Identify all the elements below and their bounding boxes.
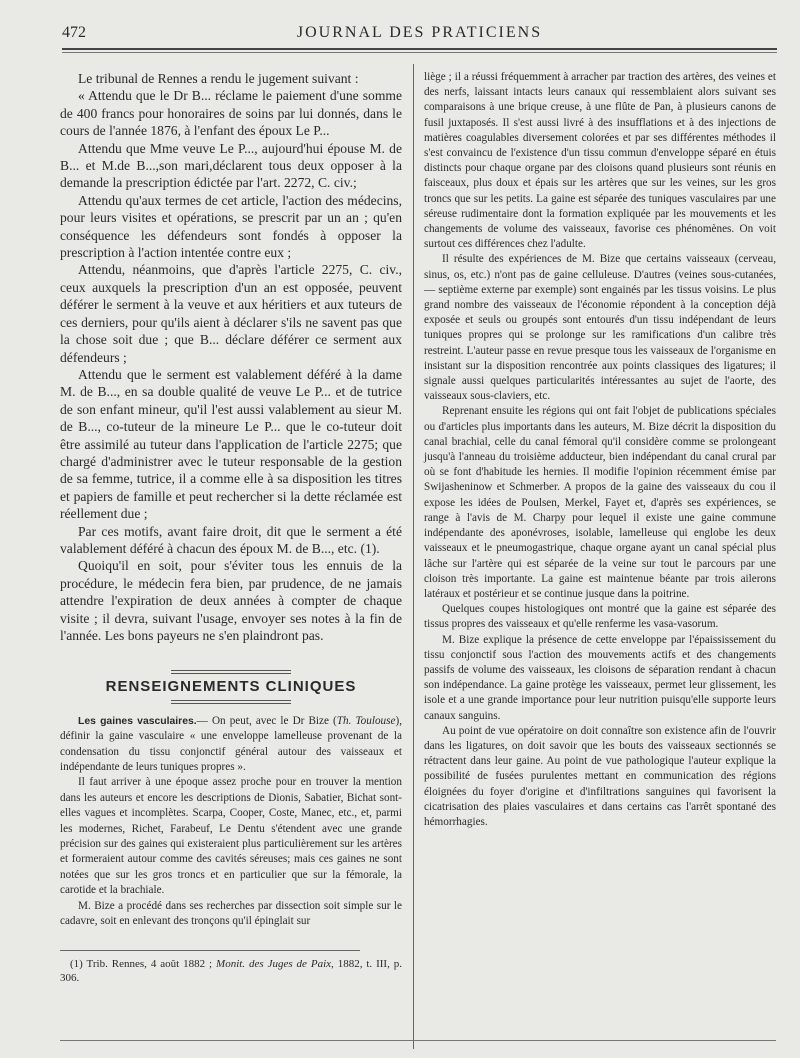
footnote-text: (1) Trib. Rennes, 4 août 1882 ; [70,957,217,970]
paragraph: Il résulte des expériences de M. Bize que certains vaisseaux (cerveau, sinus, os, etc.) n'ont pas de gaine celluleuse. D'autres (veines sous-cutanées, — septième externe par exemple) sont engainés par les tissus voisins. Le plus grand nombre des vaisseaux de l'économie répondent à la conception déjà exposée et seuls ou groupés sont entourés d'un tissu indépendant de leurs tuniques propres qui se prolonge sur les ramifications d'un calibre très restreint. L'auteur passe en revue presque tous les vaisseaux de l'organisme en insistant sur la disposition rencontrée aux points classiques des ligatures; il signale aussi quelques particularités intéressantes au sujet de l'aorte, des vaisseaux sous-claviers, etc. [424,253,776,403]
left-column [60,70,402,985]
paragraph: liège ; il a réussi fréquemment à arracher par traction des artères, des veines et des nerfs, laissant intacts leurs canaux qui ressemblaient alors suivant ses comparaisons à une brique creuse, à une flûte de Pan, à plusieurs canons de fusil juxtaposés. Il s'est aussi livré à des insufflations et à des injections de matières coagulables diversement colorées et par ses différentes méthodes il s'est convaincu de l'existence d'un tissu commun d'enveloppe séparé en étuis distincts pour chaque organe par des cloisons quand plusieurs sont réunis en faisceaux, plus doux et épais sur les artères que sur les veines, sur les gros troncs que sur les petits. La gaine est séparée des tuniques vasculaires par une séreuse rudimentaire dont la formation expliquée par les mouvements et les changements de volume des vaisseaux, favorise ces phénomènes. On voit surtout ces différences chez l'adulte. [424,71,776,251]
footnote-text-rest: , 1882, t. III, p. 306. [60,957,403,984]
right-column [424,70,776,830]
column-divider [413,64,414,1049]
paragraph: Quelques coupes histologiques ont montré que la gaine est séparée des tissus propres des vaisseaux et qu'elle renferme les vasa-vasorum. [424,603,776,631]
paragraph: Attendu, néanmoins, que d'après l'article 2275, C. civ., ceux auxquels la prescription d'un an est opposée, peuvent déférer le serment à la veuve et aux héritiers et aux tuteurs de ces derniers, pour qu'ils aient à déclarer s'ils ne savent pas que la chose soit due ; que B... déclare déférer ce serment aux défendeurs ; [60,262,402,365]
paragraph: Attendu que le serment est valablement déféré à la dame M. de B..., en sa double qualité de veuve Le P... et de tutrice de son enfant mineur, qu'il l'est aussi valablement au sieur M. de B..., co-tuteur de la mineure Le P... que le co-tuteur doit être assimilé au tuteur dans l'application de l'article 2275; que chargé d'administrer avec le tuteur responsable de la gestion de sa femme, tutrice, il a comme elle à sa disposition les titres et papiers de famille et peut rechercher si la dette réclamée est réellement due ; [60,366,402,522]
footnote [60,957,402,985]
running-title: JOURNAL DES PRATICIENS [296,24,543,41]
intro-citation: Th. Toulouse [336,714,396,727]
clinical-intro [60,714,402,776]
paragraph: « Attendu que le Dr B... réclame le paiement d'une somme de 400 francs pour honoraires de soins par lui donnés, dans le cours de l'année 1876, à l'enfant des époux Le P... [60,88,402,139]
paragraph: M. Bize a procédé dans ses recherches par dissection soit simple sur le cadavre, soit en enlevant des tronçons qu'il épinglait sur [60,899,402,928]
page-header [62,20,777,48]
clinical-article [60,714,402,930]
paragraph: Attendu que Mme veuve Le P..., aujourd'hui épouse M. de B... et M.de B...,son mari,déclarent tous deux opposer à la demande la prescription édictée par l'art. 2272, C. civ.; [60,140,402,191]
paragraph: Par ces motifs, avant faire droit, dit que le serment a été valablement déféré à chacun des époux M. de B..., etc. (1). [60,523,402,556]
section-rule [171,670,291,674]
footnote-source: Monit. des Juges de Paix [216,957,332,970]
paragraph: Le tribunal de Rennes a rendu le jugement suivant : [78,71,359,86]
paragraph: Quoiqu'il en soit, pour s'éviter tous les ennuis de la procédure, le médecin fera bien, par prudence, de ne jamais attendre l'expiration de deux années à compter de chaque visite ; il devra, suivant l'usage, envoyer ses notes à la fin de l'année. Les bons payeurs ne s'en plaindront pas. [60,558,402,643]
section-title: RENSEIGNEMENTS CLINIQUES [105,678,357,696]
page-number: 472 [62,24,86,41]
paragraph: Reprenant ensuite les régions qui ont fait l'objet de publications spéciales ou d'articles plus importants dans les auteurs, M. Bize décrit la disposition du canal brachial, celle du canal fémoral qu'il considère comme se prolongeant jusqu'à l'anneau du troisième adducteur, bien indépendant du canal crural par où se font d'habitude les hernies. Il modifie l'opinion récemment émise par Swijasheninow et Schmerber. A propos de la gaine des vaisseaux du cou il expose les idées de Poulsen, Merkel, Fayet et, d'après ses expériences, se range à l'avis de M. Charpy pour lequel il existe une gaine commune indépendante des aponévroses, isolable, lamelleuse qui englobe les deux vaisseaux et le pneumogastrique, chaque organe ayant un canal spécial plus lâche sur l'artère qui est séparée de la veine sur tout le parcours par une cloison très importante. La gaine est maintenue béante par trois ailerons latéraux et postérieur et se continue jusque dans la poitrine. [424,405,776,600]
paragraph: Au point de vue opératoire on doit connaître son existence afin de l'ouvrir dans les ligatures, on doit savoir que les bouts des vaisseaux sectionnés se rétractent dans leur gaine. Au point de vue pathologique l'auteur explique la possibilité de fusées purulentes mettant en communication des régions éloignées du foyer d'origine et d'infiltrations sanguines qui favorisent la cicatrisation des plaies vasculaires et dans certains cas l'arrêt spontané des hémorrhagies. [424,724,776,828]
paragraph: Il faut arriver à une époque assez proche pour en trouver la mention dans les auteurs et encore les descriptions de Dionis, Sabatier, Bichat sont-elles vagues et incomplètes. Scarpa, Cooper, Coste, Manec, etc., et, parmi les modernes, Richet, Farabeuf, Le Dentu s'étendent avec une grande précision sur des gaines qui existeraient plus particulièrement sur les artères et formeraient autour comme des cavités séreuses; mais ces gaines ne sont notées que sur les gros troncs et en particulier que sur la fémorale, la carotide et la brachiale. [60,776,402,897]
bottom-rule [60,1040,776,1041]
article-lead: Les gaines vasculaires. [78,715,197,727]
footnote-rule [60,950,360,951]
header-rule [62,48,777,53]
section-heading [60,670,402,703]
intro-text: — On peut, avec le Dr Bize ( [196,714,337,727]
intro-text-rest: ), définir la gaine vasculaire « une enveloppe lamelleuse provenant de la condensation du tissu conjonctif général autour des vaisseaux et indépendante de leurs tuniques propres ». [60,714,403,774]
section-rule [171,700,291,704]
paragraph: Attendu qu'aux termes de cet article, l'action des médecins, pour leurs visites et opérations, se prescrit par un an ; qu'en conséquence les défendeurs sont fondés à opposer la prescription à l'action intentée contre eux ; [60,192,402,261]
paragraph: M. Bize explique la présence de cette enveloppe par l'épaississement du tissu conjonctif sous l'action des mouvements actifs et des changements passifs de volume des vaisseaux, les cloisons de séparation rendant à chacun son indépendance. La gaine protège les vaisseaux, permet leur glissement, les isole et a une grande importance pour leur nutrition puisqu'elle supporte leurs canaux sanguins. [424,633,776,722]
